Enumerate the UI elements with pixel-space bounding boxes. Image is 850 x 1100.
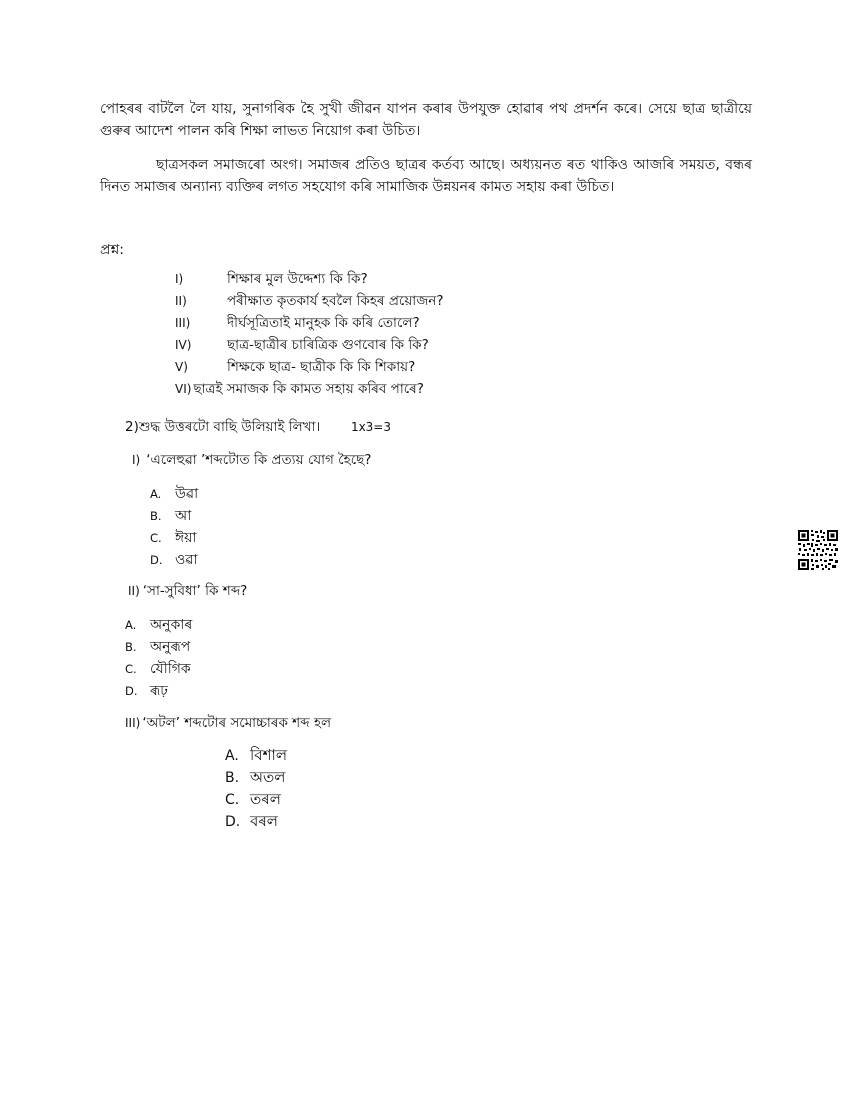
option-letter: C. <box>225 792 240 808</box>
option-letter: A. <box>225 748 239 764</box>
mcq-question <box>128 580 247 603</box>
mcq-number: III) <box>125 716 141 730</box>
option-text: বৰল <box>250 812 278 830</box>
option-letter: C. <box>125 662 137 676</box>
option-item <box>125 657 192 679</box>
qr-code-icon[interactable] <box>798 530 838 574</box>
option-item <box>150 548 198 570</box>
question-text: শিক্ষাৰ মুল উদ্দেশ্য কি কি? <box>227 271 368 287</box>
option-item <box>225 788 287 810</box>
option-letter: B. <box>150 509 162 523</box>
passage-paragraph-1: পোহৰৰ বাটলৈ লৈ যায়, সুনাগৰিক হৈ সুখী জীৱন যাপন কৰাৰ উপযুক্ত হোৱাৰ পথ প্ৰদৰ্শন কৰে। সেয়ে ছাত্ৰ ছাত্ৰীয়ে গুৰুৰ আদেশ পালন কৰি শিক্ষা লাভত নিয়োগ কৰা উচিত। <box>100 101 752 139</box>
option-text: ওৱা <box>175 552 198 568</box>
option-text: বিশাল <box>250 746 288 764</box>
question-number: III) <box>175 316 191 330</box>
option-item <box>150 482 198 504</box>
question-number: II) <box>175 294 187 308</box>
question-text: ছাত্ৰ-ছাত্ৰীৰ চাৰিত্ৰিক গুণবোৰ কি কি? <box>227 337 429 353</box>
option-item <box>225 766 287 788</box>
option-letter: A. <box>125 618 137 632</box>
mcq-number: I) <box>132 453 141 467</box>
questions-label: প্ৰশ্ন: <box>100 242 124 258</box>
question-number: I) <box>175 272 184 286</box>
option-text: ৰূঢ় <box>150 683 168 699</box>
option-letter: C. <box>150 531 162 545</box>
option-item <box>225 744 287 766</box>
question-number: IV) <box>175 338 192 352</box>
option-item <box>125 635 192 657</box>
option-item <box>225 810 287 832</box>
mcq-text: ‘অটল’ শব্দটোৰ সমোচ্চাৰক শব্দ হল <box>142 715 332 731</box>
option-item <box>150 504 198 526</box>
option-item <box>150 526 198 548</box>
question-text: ছাত্ৰই সমাজক কি কামত সহায় কৰিব পাৰে? <box>193 381 424 397</box>
question-text: শিক্ষকে ছাত্ৰ- ছাত্ৰীক কি কি শিকায়? <box>227 359 416 375</box>
mcq-options <box>150 482 198 570</box>
option-letter: D. <box>125 684 138 698</box>
question-number: V) <box>175 360 188 374</box>
qr-code-graphic <box>798 530 838 570</box>
mcq-options <box>125 613 192 701</box>
option-text: অতল <box>250 768 286 786</box>
option-text: ঈয়া <box>175 530 197 546</box>
option-item <box>125 679 192 701</box>
option-text: আ <box>175 508 192 524</box>
option-letter: A. <box>150 487 162 501</box>
option-text: অনুকাৰ <box>150 617 193 633</box>
option-letter: B. <box>225 770 240 786</box>
option-text: উৱা <box>175 486 199 502</box>
question-text: পৰীক্ষাত কৃতকাৰ্য হবলৈ কিহৰ প্ৰয়োজন? <box>227 293 444 309</box>
question-number: VI) <box>175 382 192 396</box>
option-letter: D. <box>225 814 241 830</box>
option-text: যৌগিক <box>150 661 191 677</box>
question-item <box>175 268 444 290</box>
option-item <box>125 613 192 635</box>
mcq-question <box>132 449 371 472</box>
question-list <box>175 268 444 400</box>
question-item <box>175 334 444 356</box>
mcq-question <box>125 712 331 735</box>
option-text: অনুৰূপ <box>150 639 191 655</box>
passage-paragraph-2: ছাত্ৰসকল সমাজৰো অংগ। সমাজৰ প্ৰতিও ছাত্ৰৰ কৰ্তব্য আছে। অধ্যয়নত ৰত থাকিও আজৰি সময়ত, বন্ধৰ দিনত সমাজৰ অন্যান্য ব্যক্তিৰ লগত সহযোগ কৰি সামাজিক উন্নয়নৰ কামত সহায় কৰা উচিত। <box>100 157 752 195</box>
question-item <box>175 312 444 334</box>
question-item <box>175 378 444 400</box>
question-text: দীৰ্ঘসূত্ৰিতাই মানুহক কি কৰি তোলে? <box>227 315 420 331</box>
mcq-number: II) <box>128 584 140 598</box>
option-letter: D. <box>150 553 163 567</box>
section-2-heading-row <box>125 416 391 439</box>
mcq-text: ‘এলেহুৱা ’শব্দটোত কি প্ৰত্যয় যোগ হৈছে? <box>146 452 372 468</box>
mcq-text: ‘সা-সুবিধা’ কি শব্দ? <box>142 583 248 599</box>
section-2-heading: 2)শুদ্ধ উত্তৰটো বাছি উলিয়াই লিখা। <box>125 419 321 435</box>
question-item <box>175 290 444 312</box>
option-text: তৰল <box>250 790 281 808</box>
mcq-options <box>225 744 287 832</box>
question-item <box>175 356 444 378</box>
section-2-marks: 1x3=3 <box>350 420 391 434</box>
option-letter: B. <box>125 640 137 654</box>
